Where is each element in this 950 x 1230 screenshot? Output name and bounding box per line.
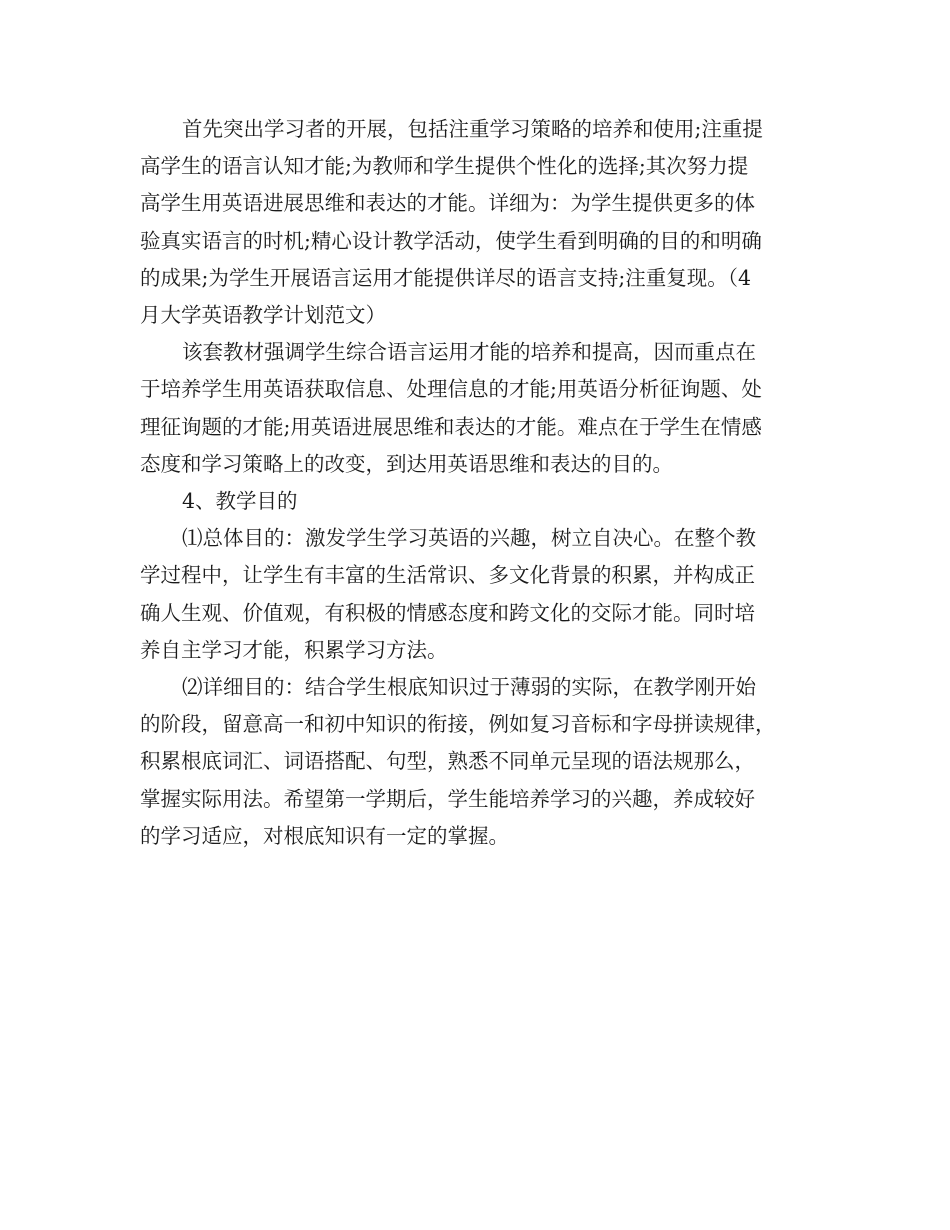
text-line: ⑵详细目的：结合学生根底知识过于薄弱的实际，在教学刚开始 bbox=[182, 675, 756, 700]
text-line: 月大学英语教学计划范文） bbox=[140, 303, 386, 328]
text-line: 该套教材强调学生综合语言运用才能的培养和提高，因而重点在 bbox=[182, 340, 756, 365]
text-line: 掌握实际用法。希望第一学期后，学生能培养学习的兴趣，养成较好 bbox=[140, 786, 755, 811]
text-line: 验真实语言的时机;精心设计教学活动，使学生看到明确的目的和明确 bbox=[140, 228, 762, 253]
paragraph-detailed-goal bbox=[140, 669, 820, 855]
text-line: 养自主学习才能，积累学习方法。 bbox=[140, 637, 448, 662]
paragraph-textbook-focus bbox=[140, 334, 820, 483]
text-line: 理征询题的才能;用英语进展思维和表达的才能。难点在于学生在情感 bbox=[140, 414, 762, 439]
text-line: 高学生的语言认知才能;为教师和学生提供个性化的选择;其次努力提 bbox=[140, 154, 749, 179]
text-line: ⑴总体目的：激发学生学习英语的兴趣，树立自决心。在整个教 bbox=[182, 526, 756, 551]
text-line: 的学习适应，对根底知识有一定的掌握。 bbox=[140, 823, 509, 848]
section-heading: 4、教学目的 bbox=[182, 489, 298, 514]
text-line: 首先突出学习者的开展，包括注重学习策略的培养和使用;注重提 bbox=[182, 117, 763, 141]
text-line: 态度和学习策略上的改变，到达用英语思维和表达的目的。 bbox=[140, 451, 673, 476]
text-line: 于培养学生用英语获取信息、处理信息的才能;用英语分析征询题、处 bbox=[140, 377, 762, 402]
text-line: 学过程中，让学生有丰富的生活常识、多文化背景的积累，并构成正 bbox=[140, 563, 755, 588]
text-line: 的成果;为学生开展语言运用才能提供详尽的语言支持;注重复现。（4 bbox=[140, 265, 752, 290]
section-heading-teaching-goals bbox=[140, 483, 820, 520]
text-line: 高学生用英语进展思维和表达的才能。详细为：为学生提供更多的体 bbox=[140, 191, 755, 216]
paragraph-learner-development bbox=[140, 111, 820, 334]
text-line: 的阶段，留意高一和初中知识的衔接，例如复习音标和字母拼读规律， bbox=[140, 712, 776, 737]
text-line: 确人生观、价值观，有积极的情感态度和跨文化的交际才能。同时培 bbox=[140, 600, 755, 625]
document-body bbox=[140, 111, 820, 855]
text-line: 积累根底词汇、词语搭配、句型，熟悉不同单元呈现的语法规那么， bbox=[140, 749, 755, 774]
paragraph-overall-goal bbox=[140, 520, 820, 669]
